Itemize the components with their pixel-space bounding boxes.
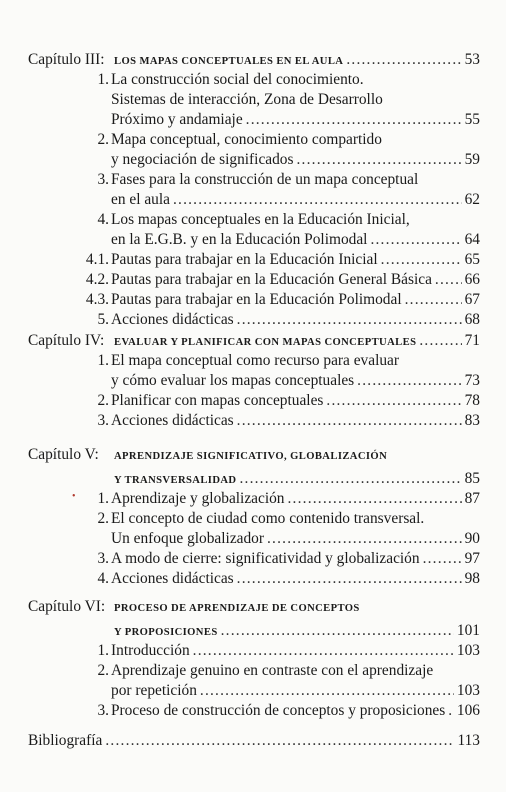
leader-dots (405, 290, 462, 310)
toc-entry-line (111, 641, 480, 661)
chapter-heading-line (28, 621, 480, 641)
toc-entry-line (111, 411, 480, 431)
leader-dots (370, 230, 461, 250)
entry-text: en la E.G.B. y en la Educación Polimodal (111, 231, 368, 248)
toc-entry-line (111, 681, 480, 701)
toc-entry-line (111, 110, 480, 130)
entry-text: Un enfoque globalizador (111, 530, 264, 547)
item-number: 2. (97, 662, 109, 679)
entry-text: por repetición (111, 682, 197, 699)
toc-entry-line (111, 661, 480, 681)
leader-dots (423, 549, 462, 569)
chapter-label: Capítulo III: (28, 51, 105, 68)
entry-text: Fases para la construcción de un mapa conceptual (111, 171, 419, 188)
entry-text: Pautas para trabajar en la Educación Inicial (111, 251, 378, 268)
item-number: 5. (97, 311, 109, 328)
page-number: 87 (464, 490, 480, 507)
toc-entry-line (111, 270, 480, 290)
toc-entry-line (111, 230, 480, 250)
item-number: 1. (97, 352, 109, 369)
chapter-heading-line (28, 331, 480, 351)
item-number: 3. (97, 550, 109, 567)
page-number: 55 (464, 111, 480, 128)
entry-text: Sistemas de interacción, Zona de Desarrollo (111, 91, 383, 108)
entry-text: Próximo y andamiaje (111, 111, 243, 128)
leader-dots (288, 489, 462, 509)
entry-text: Planificar con mapas conceptuales (111, 392, 324, 409)
chapter-title: APRENDIZAJE SIGNIFICATIVO, GLOBALIZACIÓN (114, 451, 388, 462)
page-number: 85 (464, 470, 480, 487)
leader-dots (237, 569, 462, 589)
leader-dots (267, 529, 462, 549)
page-number: 113 (457, 732, 480, 749)
item-number: 4.2. (85, 271, 109, 288)
leader-dots (419, 331, 461, 351)
chapter-heading-line (28, 469, 480, 489)
page-number: 83 (464, 412, 480, 429)
leader-dots (435, 270, 462, 290)
page-number: 62 (464, 191, 480, 208)
entry-text: El concepto de ciudad como contenido transversal. (111, 510, 425, 527)
item-number: 4.3. (85, 291, 109, 308)
leader-dots (221, 621, 454, 641)
page-number: 65 (464, 251, 480, 268)
toc-entry-line (111, 70, 480, 90)
toc-entry-line (111, 569, 480, 589)
leader-dots (200, 681, 454, 701)
page-number: 67 (464, 291, 480, 308)
toc-entry-line (111, 310, 480, 330)
page-number: 68 (464, 311, 480, 328)
entry-text: en el aula (111, 191, 170, 208)
item-number: 1. (97, 490, 109, 507)
leader-dots (326, 391, 461, 411)
toc-entry-line (111, 371, 480, 391)
page-number: 66 (464, 271, 480, 288)
leader-dots (448, 701, 454, 721)
item-number: 3. (97, 171, 109, 188)
toc-entry-line (111, 549, 480, 569)
toc-entry-line (111, 701, 480, 721)
item-number: 3. (97, 412, 109, 429)
item-number: 2. (97, 510, 109, 527)
toc-entry-line (111, 150, 480, 170)
bibliography-entry (28, 731, 480, 751)
entry-text: La construcción social del conocimiento. (111, 71, 364, 88)
page-number: 98 (464, 570, 480, 587)
leader-dots (346, 50, 461, 70)
leader-dots (239, 469, 461, 489)
item-number: 4.1. (85, 251, 109, 268)
entry-text: Mapa conceptual, conocimiento compartido (111, 131, 382, 148)
leader-dots (237, 411, 462, 431)
item-number: 4. (97, 211, 109, 228)
toc-entry-line (111, 190, 480, 210)
chapter-label: Capítulo IV: (28, 332, 105, 349)
page-number: 106 (456, 702, 480, 719)
toc-entry-line (111, 351, 480, 371)
leader-dots (173, 190, 462, 210)
item-number: 2. (97, 131, 109, 148)
item-number: 1. (97, 642, 109, 659)
leader-dots (297, 150, 462, 170)
toc-entry-line (111, 170, 480, 190)
page-number: 64 (464, 231, 480, 248)
entry-text: Acciones didácticas (111, 570, 234, 587)
leader-dots (357, 371, 461, 391)
chapter-label: Capítulo VI: (28, 598, 106, 615)
leader-dots (381, 250, 462, 270)
page-number: 90 (464, 530, 480, 547)
entry-text: y negociación de significados (111, 151, 294, 168)
leader-dots (246, 110, 462, 130)
leader-dots (193, 641, 454, 661)
page-number: 103 (456, 682, 480, 699)
leader-dots (105, 731, 454, 751)
toc-entry-line (111, 90, 480, 110)
page-number: 53 (464, 51, 480, 68)
toc-entry-line (111, 130, 480, 150)
bibliography-label: Bibliografía (28, 732, 103, 749)
toc-entry-line (111, 210, 480, 230)
item-number: 1. (97, 71, 109, 88)
toc-entry-line (111, 509, 480, 529)
entry-text: El mapa conceptual como recurso para evaluar (111, 352, 400, 369)
item-number: 3. (97, 702, 109, 719)
entry-text: Aprendizaje genuino en contraste con el aprendizaje (111, 662, 434, 679)
chapter-heading-line (28, 445, 480, 465)
chapter-title: PROCESO DE APRENDIZAJE DE CONCEPTOS (114, 603, 360, 614)
toc-entry-line (111, 290, 480, 310)
bibliography-line (28, 731, 480, 751)
chapter-title: Y PROPOSICIONES (114, 627, 218, 638)
entry-text: A modo de cierre: significatividad y globalización (111, 550, 420, 567)
page-number: 103 (456, 642, 480, 659)
toc-entry-line (111, 489, 480, 509)
page-number: 101 (456, 622, 480, 639)
page-number: 71 (464, 332, 480, 349)
entry-text: Introducción (111, 642, 190, 659)
chapter-title: EVALUAR Y PLANIFICAR CON MAPAS CONCEPTUALES (114, 337, 417, 348)
entry-text: Aprendizaje y globalización (111, 490, 285, 507)
page-number: 78 (464, 392, 480, 409)
chapter-title: LOS MAPAS CONCEPTUALES EN EL AULA (114, 56, 344, 67)
chapter-label: Capítulo V: (28, 446, 99, 463)
item-number: 2. (97, 392, 109, 409)
item-number: 4. (97, 570, 109, 587)
toc-entry-line (111, 529, 480, 549)
entry-text: Pautas para trabajar en la Educación General Básica (111, 271, 432, 288)
toc-entry-line (111, 391, 480, 411)
entry-text: y cómo evaluar los mapas conceptuales (111, 372, 355, 389)
leader-dots (237, 310, 462, 330)
page-number: 73 (464, 372, 480, 389)
page-number: 59 (464, 151, 480, 168)
toc-entry-line (111, 250, 480, 270)
page-number: 97 (464, 550, 480, 567)
chapter-heading-line (28, 50, 480, 70)
entry-text: Acciones didácticas (111, 311, 234, 328)
entry-text: Los mapas conceptuales en la Educación Inicial, (111, 211, 410, 228)
entry-text: Pautas para trabajar en la Educación Polimodal (111, 291, 402, 308)
chapter-heading-line (28, 597, 480, 617)
entry-text: Proceso de construcción de conceptos y proposiciones (111, 702, 446, 719)
margin-mark: • (72, 491, 76, 502)
chapter-title: Y TRANSVERSALIDAD (114, 475, 237, 486)
entry-text: Acciones didácticas (111, 412, 234, 429)
